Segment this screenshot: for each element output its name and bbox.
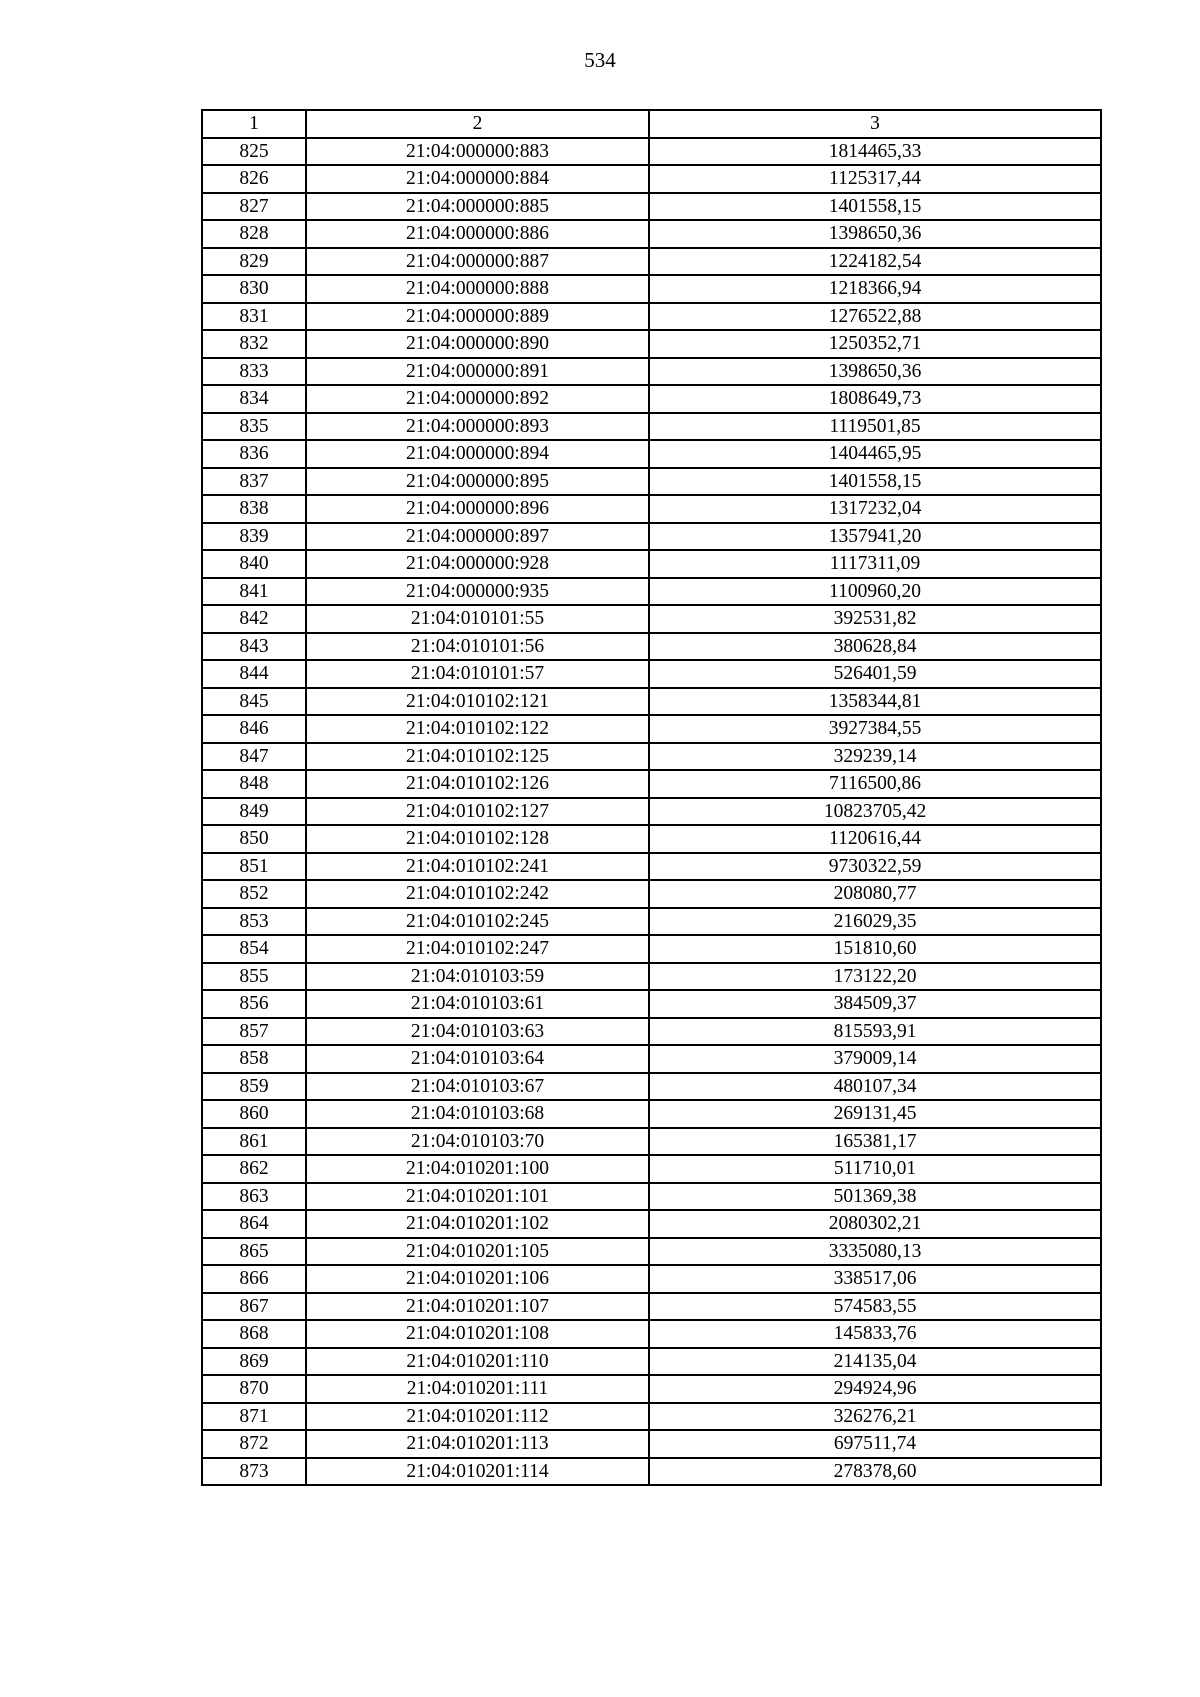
table-row <box>202 605 1101 633</box>
value-cell: 1401558,15 <box>649 193 1101 221</box>
row-number-cell: 867 <box>202 1293 306 1321</box>
row-number-cell: 848 <box>202 770 306 798</box>
row-number-cell: 833 <box>202 358 306 386</box>
value-cell: 145833,76 <box>649 1320 1101 1348</box>
table-row <box>202 385 1101 413</box>
value-cell: 278378,60 <box>649 1458 1101 1486</box>
page-number: 534 <box>584 48 616 72</box>
row-number-cell: 825 <box>202 138 306 166</box>
table-row <box>202 523 1101 551</box>
value-cell: 1120616,44 <box>649 825 1101 853</box>
table-row <box>202 330 1101 358</box>
row-number-cell: 838 <box>202 495 306 523</box>
value-cell: 216029,35 <box>649 908 1101 936</box>
row-number-cell: 866 <box>202 1265 306 1293</box>
table-row <box>202 990 1101 1018</box>
table-row <box>202 1320 1101 1348</box>
table-row <box>202 743 1101 771</box>
row-number-cell: 868 <box>202 1320 306 1348</box>
value-cell: 9730322,59 <box>649 853 1101 881</box>
cadastral-number-cell: 21:04:000000:935 <box>306 578 649 606</box>
cadastral-number-cell: 21:04:000000:886 <box>306 220 649 248</box>
value-cell: 379009,14 <box>649 1045 1101 1073</box>
value-cell: 511710,01 <box>649 1155 1101 1183</box>
row-number-cell: 831 <box>202 303 306 331</box>
value-cell: 501369,38 <box>649 1183 1101 1211</box>
value-cell: 2080302,21 <box>649 1210 1101 1238</box>
value-cell: 1250352,71 <box>649 330 1101 358</box>
cadastral-number-cell: 21:04:000000:883 <box>306 138 649 166</box>
value-cell: 1814465,33 <box>649 138 1101 166</box>
cadastral-number-cell: 21:04:010101:55 <box>306 605 649 633</box>
row-number-cell: 860 <box>202 1100 306 1128</box>
cadastral-number-cell: 21:04:010201:105 <box>306 1238 649 1266</box>
table-row <box>202 550 1101 578</box>
value-cell: 697511,74 <box>649 1430 1101 1458</box>
cadastral-number-cell: 21:04:010102:245 <box>306 908 649 936</box>
table-row <box>202 1458 1101 1486</box>
cadastral-number-cell: 21:04:010101:57 <box>306 660 649 688</box>
cadastral-number-cell: 21:04:010102:122 <box>306 715 649 743</box>
cadastral-number-cell: 21:04:010103:61 <box>306 990 649 1018</box>
value-cell: 1125317,44 <box>649 165 1101 193</box>
table-row <box>202 660 1101 688</box>
table-row <box>202 578 1101 606</box>
row-number-cell: 839 <box>202 523 306 551</box>
table-row <box>202 1018 1101 1046</box>
row-number-cell: 865 <box>202 1238 306 1266</box>
value-cell: 1398650,36 <box>649 220 1101 248</box>
row-number-cell: 843 <box>202 633 306 661</box>
row-number-cell: 828 <box>202 220 306 248</box>
cadastral-number-cell: 21:04:000000:890 <box>306 330 649 358</box>
cadastral-number-cell: 21:04:010201:114 <box>306 1458 649 1486</box>
row-number-cell: 827 <box>202 193 306 221</box>
cadastral-number-cell: 21:04:000000:888 <box>306 275 649 303</box>
value-cell: 574583,55 <box>649 1293 1101 1321</box>
row-number-cell: 852 <box>202 880 306 908</box>
table-row <box>202 468 1101 496</box>
cadastral-number-cell: 21:04:010102:125 <box>306 743 649 771</box>
table-row <box>202 1183 1101 1211</box>
value-cell: 480107,34 <box>649 1073 1101 1101</box>
cadastral-number-cell: 21:04:010102:121 <box>306 688 649 716</box>
table-row <box>202 1100 1101 1128</box>
row-number-cell: 840 <box>202 550 306 578</box>
value-cell: 208080,77 <box>649 880 1101 908</box>
table-row <box>202 138 1101 166</box>
cadastral-number-cell: 21:04:010201:102 <box>306 1210 649 1238</box>
row-number-cell: 847 <box>202 743 306 771</box>
value-cell: 214135,04 <box>649 1348 1101 1376</box>
table-row <box>202 1348 1101 1376</box>
table-row <box>202 825 1101 853</box>
cadastral-number-cell: 21:04:010201:101 <box>306 1183 649 1211</box>
table-row <box>202 1210 1101 1238</box>
table-row <box>202 1430 1101 1458</box>
value-cell: 1808649,73 <box>649 385 1101 413</box>
row-number-cell: 846 <box>202 715 306 743</box>
value-cell: 1224182,54 <box>649 248 1101 276</box>
table-row <box>202 413 1101 441</box>
table-row <box>202 220 1101 248</box>
cadastral-number-cell: 21:04:000000:887 <box>306 248 649 276</box>
table-body <box>202 138 1101 1486</box>
row-number-cell: 861 <box>202 1128 306 1156</box>
table-row <box>202 798 1101 826</box>
cadastral-number-cell: 21:04:000000:893 <box>306 413 649 441</box>
row-number-cell: 853 <box>202 908 306 936</box>
value-cell: 526401,59 <box>649 660 1101 688</box>
cadastral-number-cell: 21:04:000000:884 <box>306 165 649 193</box>
row-number-cell: 832 <box>202 330 306 358</box>
value-cell: 1218366,94 <box>649 275 1101 303</box>
cadastral-number-cell: 21:04:000000:889 <box>306 303 649 331</box>
value-cell: 1398650,36 <box>649 358 1101 386</box>
cadastral-number-cell: 21:04:000000:895 <box>306 468 649 496</box>
cadastral-number-cell: 21:04:010102:247 <box>306 935 649 963</box>
table-row <box>202 853 1101 881</box>
value-cell: 3335080,13 <box>649 1238 1101 1266</box>
table-header-row <box>202 110 1101 138</box>
cadastral-number-cell: 21:04:010201:107 <box>306 1293 649 1321</box>
value-cell: 1317232,04 <box>649 495 1101 523</box>
row-number-cell: 854 <box>202 935 306 963</box>
cadastral-number-cell: 21:04:010102:242 <box>306 880 649 908</box>
row-number-cell: 864 <box>202 1210 306 1238</box>
cadastral-number-cell: 21:04:000000:885 <box>306 193 649 221</box>
cadastral-number-cell: 21:04:000000:894 <box>306 440 649 468</box>
cadastral-number-cell: 21:04:000000:892 <box>306 385 649 413</box>
value-cell: 3927384,55 <box>649 715 1101 743</box>
cadastral-number-cell: 21:04:010201:110 <box>306 1348 649 1376</box>
table-row <box>202 495 1101 523</box>
row-number-cell: 871 <box>202 1403 306 1431</box>
value-cell: 392531,82 <box>649 605 1101 633</box>
cadastral-number-cell: 21:04:010102:241 <box>306 853 649 881</box>
table-row <box>202 1155 1101 1183</box>
table-row <box>202 275 1101 303</box>
row-number-cell: 837 <box>202 468 306 496</box>
row-number-cell: 834 <box>202 385 306 413</box>
row-number-cell: 870 <box>202 1375 306 1403</box>
value-cell: 151810,60 <box>649 935 1101 963</box>
row-number-cell: 873 <box>202 1458 306 1486</box>
row-number-cell: 856 <box>202 990 306 1018</box>
table-row <box>202 770 1101 798</box>
cadastral-number-cell: 21:04:010201:111 <box>306 1375 649 1403</box>
value-cell: 384509,37 <box>649 990 1101 1018</box>
table-row <box>202 1265 1101 1293</box>
cadastral-number-cell: 21:04:010101:56 <box>306 633 649 661</box>
value-cell: 1404465,95 <box>649 440 1101 468</box>
value-cell: 338517,06 <box>649 1265 1101 1293</box>
value-cell: 1117311,09 <box>649 550 1101 578</box>
value-cell: 1276522,88 <box>649 303 1101 331</box>
row-number-cell: 835 <box>202 413 306 441</box>
value-cell: 326276,21 <box>649 1403 1101 1431</box>
table-row <box>202 908 1101 936</box>
value-cell: 269131,45 <box>649 1100 1101 1128</box>
table-row <box>202 633 1101 661</box>
value-cell: 815593,91 <box>649 1018 1101 1046</box>
table-row <box>202 963 1101 991</box>
cadastral-number-cell: 21:04:000000:897 <box>306 523 649 551</box>
table-row <box>202 1293 1101 1321</box>
table-row <box>202 193 1101 221</box>
cadastral-number-cell: 21:04:010201:108 <box>306 1320 649 1348</box>
row-number-cell: 830 <box>202 275 306 303</box>
table-row <box>202 248 1101 276</box>
table-row <box>202 1128 1101 1156</box>
table-row <box>202 688 1101 716</box>
row-number-cell: 845 <box>202 688 306 716</box>
value-cell: 1100960,20 <box>649 578 1101 606</box>
cadastral-number-cell: 21:04:010103:63 <box>306 1018 649 1046</box>
row-number-cell: 841 <box>202 578 306 606</box>
column-header-2: 2 <box>306 110 649 138</box>
table-row <box>202 1073 1101 1101</box>
table-row <box>202 1375 1101 1403</box>
cadastral-number-cell: 21:04:010201:112 <box>306 1403 649 1431</box>
value-cell: 380628,84 <box>649 633 1101 661</box>
cadastral-number-cell: 21:04:010102:127 <box>306 798 649 826</box>
row-number-cell: 863 <box>202 1183 306 1211</box>
cadastral-number-cell: 21:04:010103:64 <box>306 1045 649 1073</box>
row-number-cell: 859 <box>202 1073 306 1101</box>
table-row <box>202 935 1101 963</box>
value-cell: 10823705,42 <box>649 798 1101 826</box>
cadastral-number-cell: 21:04:000000:928 <box>306 550 649 578</box>
column-header-1: 1 <box>202 110 306 138</box>
cadastral-number-cell: 21:04:010102:126 <box>306 770 649 798</box>
value-cell: 165381,17 <box>649 1128 1101 1156</box>
table-row <box>202 440 1101 468</box>
table-row <box>202 880 1101 908</box>
row-number-cell: 858 <box>202 1045 306 1073</box>
value-cell: 1119501,85 <box>649 413 1101 441</box>
row-number-cell: 872 <box>202 1430 306 1458</box>
row-number-cell: 849 <box>202 798 306 826</box>
cadastral-number-cell: 21:04:010103:67 <box>306 1073 649 1101</box>
column-header-3: 3 <box>649 110 1101 138</box>
table-row <box>202 1045 1101 1073</box>
table-row <box>202 165 1101 193</box>
row-number-cell: 850 <box>202 825 306 853</box>
row-number-cell: 829 <box>202 248 306 276</box>
value-cell: 173122,20 <box>649 963 1101 991</box>
data-table <box>201 109 1102 1486</box>
row-number-cell: 844 <box>202 660 306 688</box>
cadastral-number-cell: 21:04:010201:106 <box>306 1265 649 1293</box>
value-cell: 329239,14 <box>649 743 1101 771</box>
value-cell: 1357941,20 <box>649 523 1101 551</box>
value-cell: 7116500,86 <box>649 770 1101 798</box>
table-row <box>202 715 1101 743</box>
value-cell: 294924,96 <box>649 1375 1101 1403</box>
cadastral-number-cell: 21:04:010201:100 <box>306 1155 649 1183</box>
table-row <box>202 303 1101 331</box>
table-row <box>202 1238 1101 1266</box>
cadastral-number-cell: 21:04:010103:70 <box>306 1128 649 1156</box>
cadastral-number-cell: 21:04:010201:113 <box>306 1430 649 1458</box>
row-number-cell: 862 <box>202 1155 306 1183</box>
cadastral-number-cell: 21:04:000000:896 <box>306 495 649 523</box>
cadastral-number-cell: 21:04:000000:891 <box>306 358 649 386</box>
value-cell: 1401558,15 <box>649 468 1101 496</box>
cadastral-number-cell: 21:04:010103:59 <box>306 963 649 991</box>
row-number-cell: 836 <box>202 440 306 468</box>
row-number-cell: 826 <box>202 165 306 193</box>
row-number-cell: 855 <box>202 963 306 991</box>
row-number-cell: 851 <box>202 853 306 881</box>
row-number-cell: 842 <box>202 605 306 633</box>
cadastral-number-cell: 21:04:010102:128 <box>306 825 649 853</box>
value-cell: 1358344,81 <box>649 688 1101 716</box>
table-row <box>202 358 1101 386</box>
row-number-cell: 857 <box>202 1018 306 1046</box>
cadastral-number-cell: 21:04:010103:68 <box>306 1100 649 1128</box>
table-row <box>202 1403 1101 1431</box>
row-number-cell: 869 <box>202 1348 306 1376</box>
